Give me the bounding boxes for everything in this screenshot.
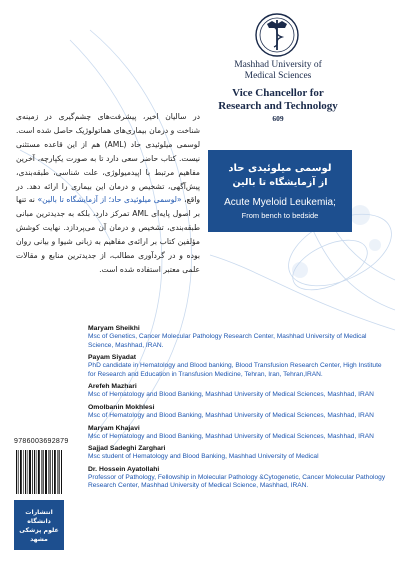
series-number: 609	[272, 114, 284, 123]
university-logo	[254, 12, 300, 58]
vice-chancellor-line1: Vice Chancellor for	[232, 87, 324, 99]
author-name: Sajjad Sadeghi Zarghari	[88, 445, 166, 453]
university-name-line1: Mashhad University of	[234, 60, 322, 70]
isbn-number: 9786003692879	[14, 438, 69, 445]
author-entry	[88, 403, 388, 421]
author-entry	[88, 465, 388, 491]
vice-chancellor-line2: Research and Technology	[218, 99, 338, 112]
title-persian-line1: لوسمی میلوئیدی حاد	[228, 163, 332, 174]
author-entry	[88, 444, 388, 462]
university-name-block	[210, 60, 346, 123]
author-name: Dr. Hossein Ayatollahi	[88, 465, 160, 473]
author-affiliation: Msc of Genetics, Cancer Molecular Pathology Research Center, Mashhad University of Medical Science, Mashhad, IRAN.	[88, 333, 367, 349]
author-affiliation: Msc student of Hematology and Blood Banking, Mashhad University of Medical	[88, 453, 319, 461]
book-title-box	[208, 150, 352, 232]
author-name: Maryam Sheikhi	[88, 325, 140, 332]
barcode-icon	[14, 448, 64, 498]
author-entry	[88, 424, 388, 442]
title-persian-line2: از آزمایشگاه تا بالین	[232, 177, 328, 188]
author-affiliation: Msc of Hematology and Blood Banking, Mashhad University of Medical Sciences, Mashhad, IRAN	[88, 432, 374, 440]
author-name: Maryam Khajavi	[88, 424, 140, 432]
publisher-block	[14, 500, 64, 550]
title-english-line2: From bench to bedside	[241, 211, 319, 220]
author-entry	[88, 324, 388, 350]
publisher-line2: علوم پزشکی مشهد	[19, 527, 59, 543]
description-part2: نه تنها بر اصول پایه‌ای AML تمرکز دارد، بلکه به جدیدترین مبانی طبقه‌بندی، تشخیص و درمان آن می‌پردازد. نهایت کوشش مؤلفین کتاب بر ارائه‌ی مفاهیم به زبانی شیوا و بیانی روان بوده و در گردآوری مطالب، از جدیدترین منابع و مقالات علمی معتبر استفاده شده است.	[16, 195, 200, 274]
description-part1: در سالیان اخیر، پیشرفت‌های چشم‌گیری در زمینه‌ی شناخت و درمان بیماری‌های هماتولوژیک حاصل شده است. لوسمی میلوئیدی حاد (AML) هم از این قاعده مستثنی نیست. کتاب حاضر سعی دارد تا به صورت یکپارچه، آخرین مفاهیم مرتبط با اپیدمیولوژی، علت شناسی، طبقه‌بندی، پیش‌آگهی، تشخیص و درمان این بیماری را ارائه دهد. در واقع،	[16, 112, 201, 205]
book-description	[16, 110, 200, 277]
publisher-line1: انتشارات دانشگاه	[25, 509, 53, 525]
author-affiliation: PhD candidate in Hematology and Blood banking, Blood Transfusion Research Center, High Institute for Research and Education in Transfusion Medicine, Tehran, Iran, Tehran,IRAN.	[88, 362, 382, 378]
university-name-line2: Medical Sciences	[244, 71, 312, 81]
author-name: Omolbanin Mokhlesi	[88, 403, 155, 411]
author-entry	[88, 353, 388, 379]
description-highlight: «لوسمی میلوئیدی حاد؛ از آزمایشگاه تا بالین»	[37, 195, 182, 205]
author-affiliation: Msc of Hematology and Blood Banking, Mashhad University of Medical Sciences, Mashhad, IRAN	[88, 391, 374, 399]
authors-list	[88, 324, 388, 494]
author-affiliation: Msc of Hematology and Blood Banking, Mashhad University of Medical Sciences, Mashhad, IRAN	[88, 411, 374, 419]
author-name: Payam Siyadat	[88, 354, 136, 362]
author-name: Arefeh Mazhari	[88, 383, 137, 391]
author-affiliation: Professor of Pathology, Fellowship in Molecular Pathology &Cytogenetic, Cancer Molecular Pathology Research Center, Mashhad University of Medical Science, Mashhad, IRAN.	[88, 473, 386, 490]
title-english-line1: Acute Myeloid Leukemia;	[224, 197, 336, 208]
author-entry	[88, 382, 388, 400]
